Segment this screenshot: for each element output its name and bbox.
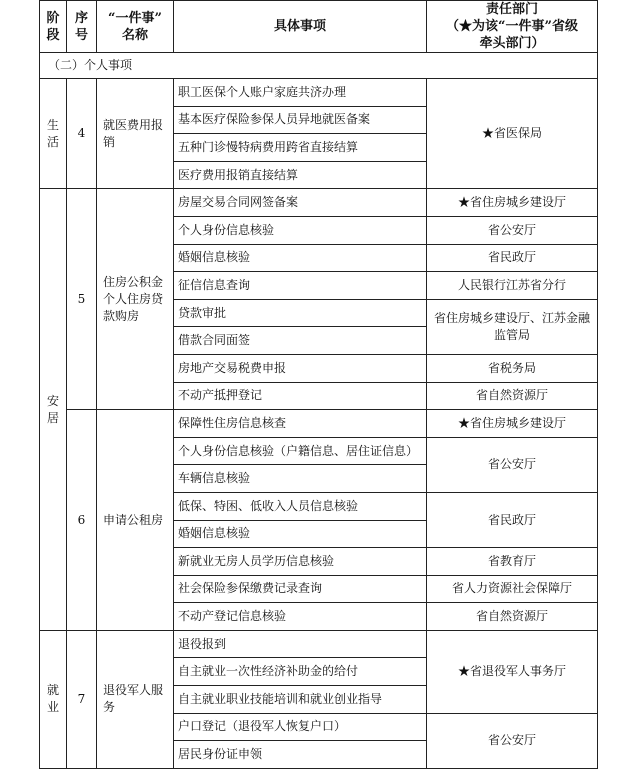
stage-cell: 就 业 (40, 630, 67, 768)
section-title: （二）个人事项 (40, 53, 598, 79)
table-row (40, 630, 598, 658)
item-cell: 不动产抵押登记 (174, 382, 427, 410)
dept-cell: 省住房城乡建设厅、江苏金融监管局 (427, 299, 598, 354)
stage-cell: 安 居 (40, 189, 67, 631)
item-cell: 居民身份证申领 (174, 741, 427, 769)
item-cell: 借款合同面签 (174, 327, 427, 355)
dept-cell: ★省住房城乡建设厅 (427, 189, 598, 217)
dept-cell: 省自然资源厅 (427, 603, 598, 631)
item-cell: 个人身份信息核验（户籍信息、居住证信息） (174, 437, 427, 465)
stage-cell: 生 活 (40, 79, 67, 189)
item-cell: 车辆信息核验 (174, 465, 427, 493)
item-cell: 基本医疗保险参保人员异地就医备案 (174, 106, 427, 134)
item-cell: 保障性住房信息核查 (174, 410, 427, 438)
item-cell: 贷款审批 (174, 299, 427, 327)
dept-cell: 省民政厅 (427, 244, 598, 272)
item-cell: 低保、特困、低收入人员信息核验 (174, 492, 427, 520)
matter-name: 住房公积金个人住房贷款购房 (97, 189, 174, 410)
dept-cell: 省人力资源社会保障厅 (427, 575, 598, 603)
item-cell: 自主就业职业技能培训和就业创业指导 (174, 686, 427, 714)
dept-cell: 省税务局 (427, 354, 598, 382)
matter-name: 申请公租房 (97, 410, 174, 631)
header-seq: 序 号 (67, 1, 97, 53)
dept-cell: 省教育厅 (427, 548, 598, 576)
header-row (40, 1, 598, 53)
table-row (40, 410, 598, 438)
matters-table (39, 0, 598, 769)
item-cell: 房屋交易合同网签备案 (174, 189, 427, 217)
item-cell: 不动产登记信息核验 (174, 603, 427, 631)
item-cell: 社会保险参保缴费记录查询 (174, 575, 427, 603)
seq-cell: 4 (67, 79, 97, 189)
item-cell: 五种门诊慢特病费用跨省直接结算 (174, 134, 427, 162)
dept-cell: 人民银行江苏省分行 (427, 272, 598, 300)
dept-cell: 省民政厅 (427, 492, 598, 547)
section-row (40, 53, 598, 79)
matter-name: 就医费用报销 (97, 79, 174, 189)
item-cell: 户口登记（退役军人恢复户口） (174, 713, 427, 741)
seq-cell: 6 (67, 410, 97, 631)
item-cell: 婚姻信息核验 (174, 520, 427, 548)
item-cell: 新就业无房人员学历信息核验 (174, 548, 427, 576)
dept-cell: 省公安厅 (427, 216, 598, 244)
header-dept: 责任部门 （★为该“一件事”省级 牵头部门） (427, 1, 598, 53)
matter-name: 退役军人服务 (97, 630, 174, 768)
item-cell: 医疗费用报销直接结算 (174, 161, 427, 189)
dept-cell: ★省住房城乡建设厅 (427, 410, 598, 438)
item-cell: 职工医保个人账户家庭共济办理 (174, 79, 427, 107)
dept-cell: 省自然资源厅 (427, 382, 598, 410)
dept-cell: 省公安厅 (427, 713, 598, 768)
item-cell: 退役报到 (174, 630, 427, 658)
item-cell: 自主就业一次性经济补助金的给付 (174, 658, 427, 686)
table-row (40, 189, 598, 217)
header-items: 具体事项 (174, 1, 427, 53)
header-stage: 阶 段 (40, 1, 67, 53)
item-cell: 个人身份信息核验 (174, 216, 427, 244)
item-cell: 婚姻信息核验 (174, 244, 427, 272)
table-row (40, 79, 598, 107)
header-name: “一件事” 名称 (97, 1, 174, 53)
seq-cell: 7 (67, 630, 97, 768)
dept-cell: ★省医保局 (427, 79, 598, 189)
dept-cell: ★省退役军人事务厅 (427, 630, 598, 713)
seq-cell: 5 (67, 189, 97, 410)
item-cell: 房地产交易税费申报 (174, 354, 427, 382)
item-cell: 征信信息查询 (174, 272, 427, 300)
dept-cell: 省公安厅 (427, 437, 598, 492)
